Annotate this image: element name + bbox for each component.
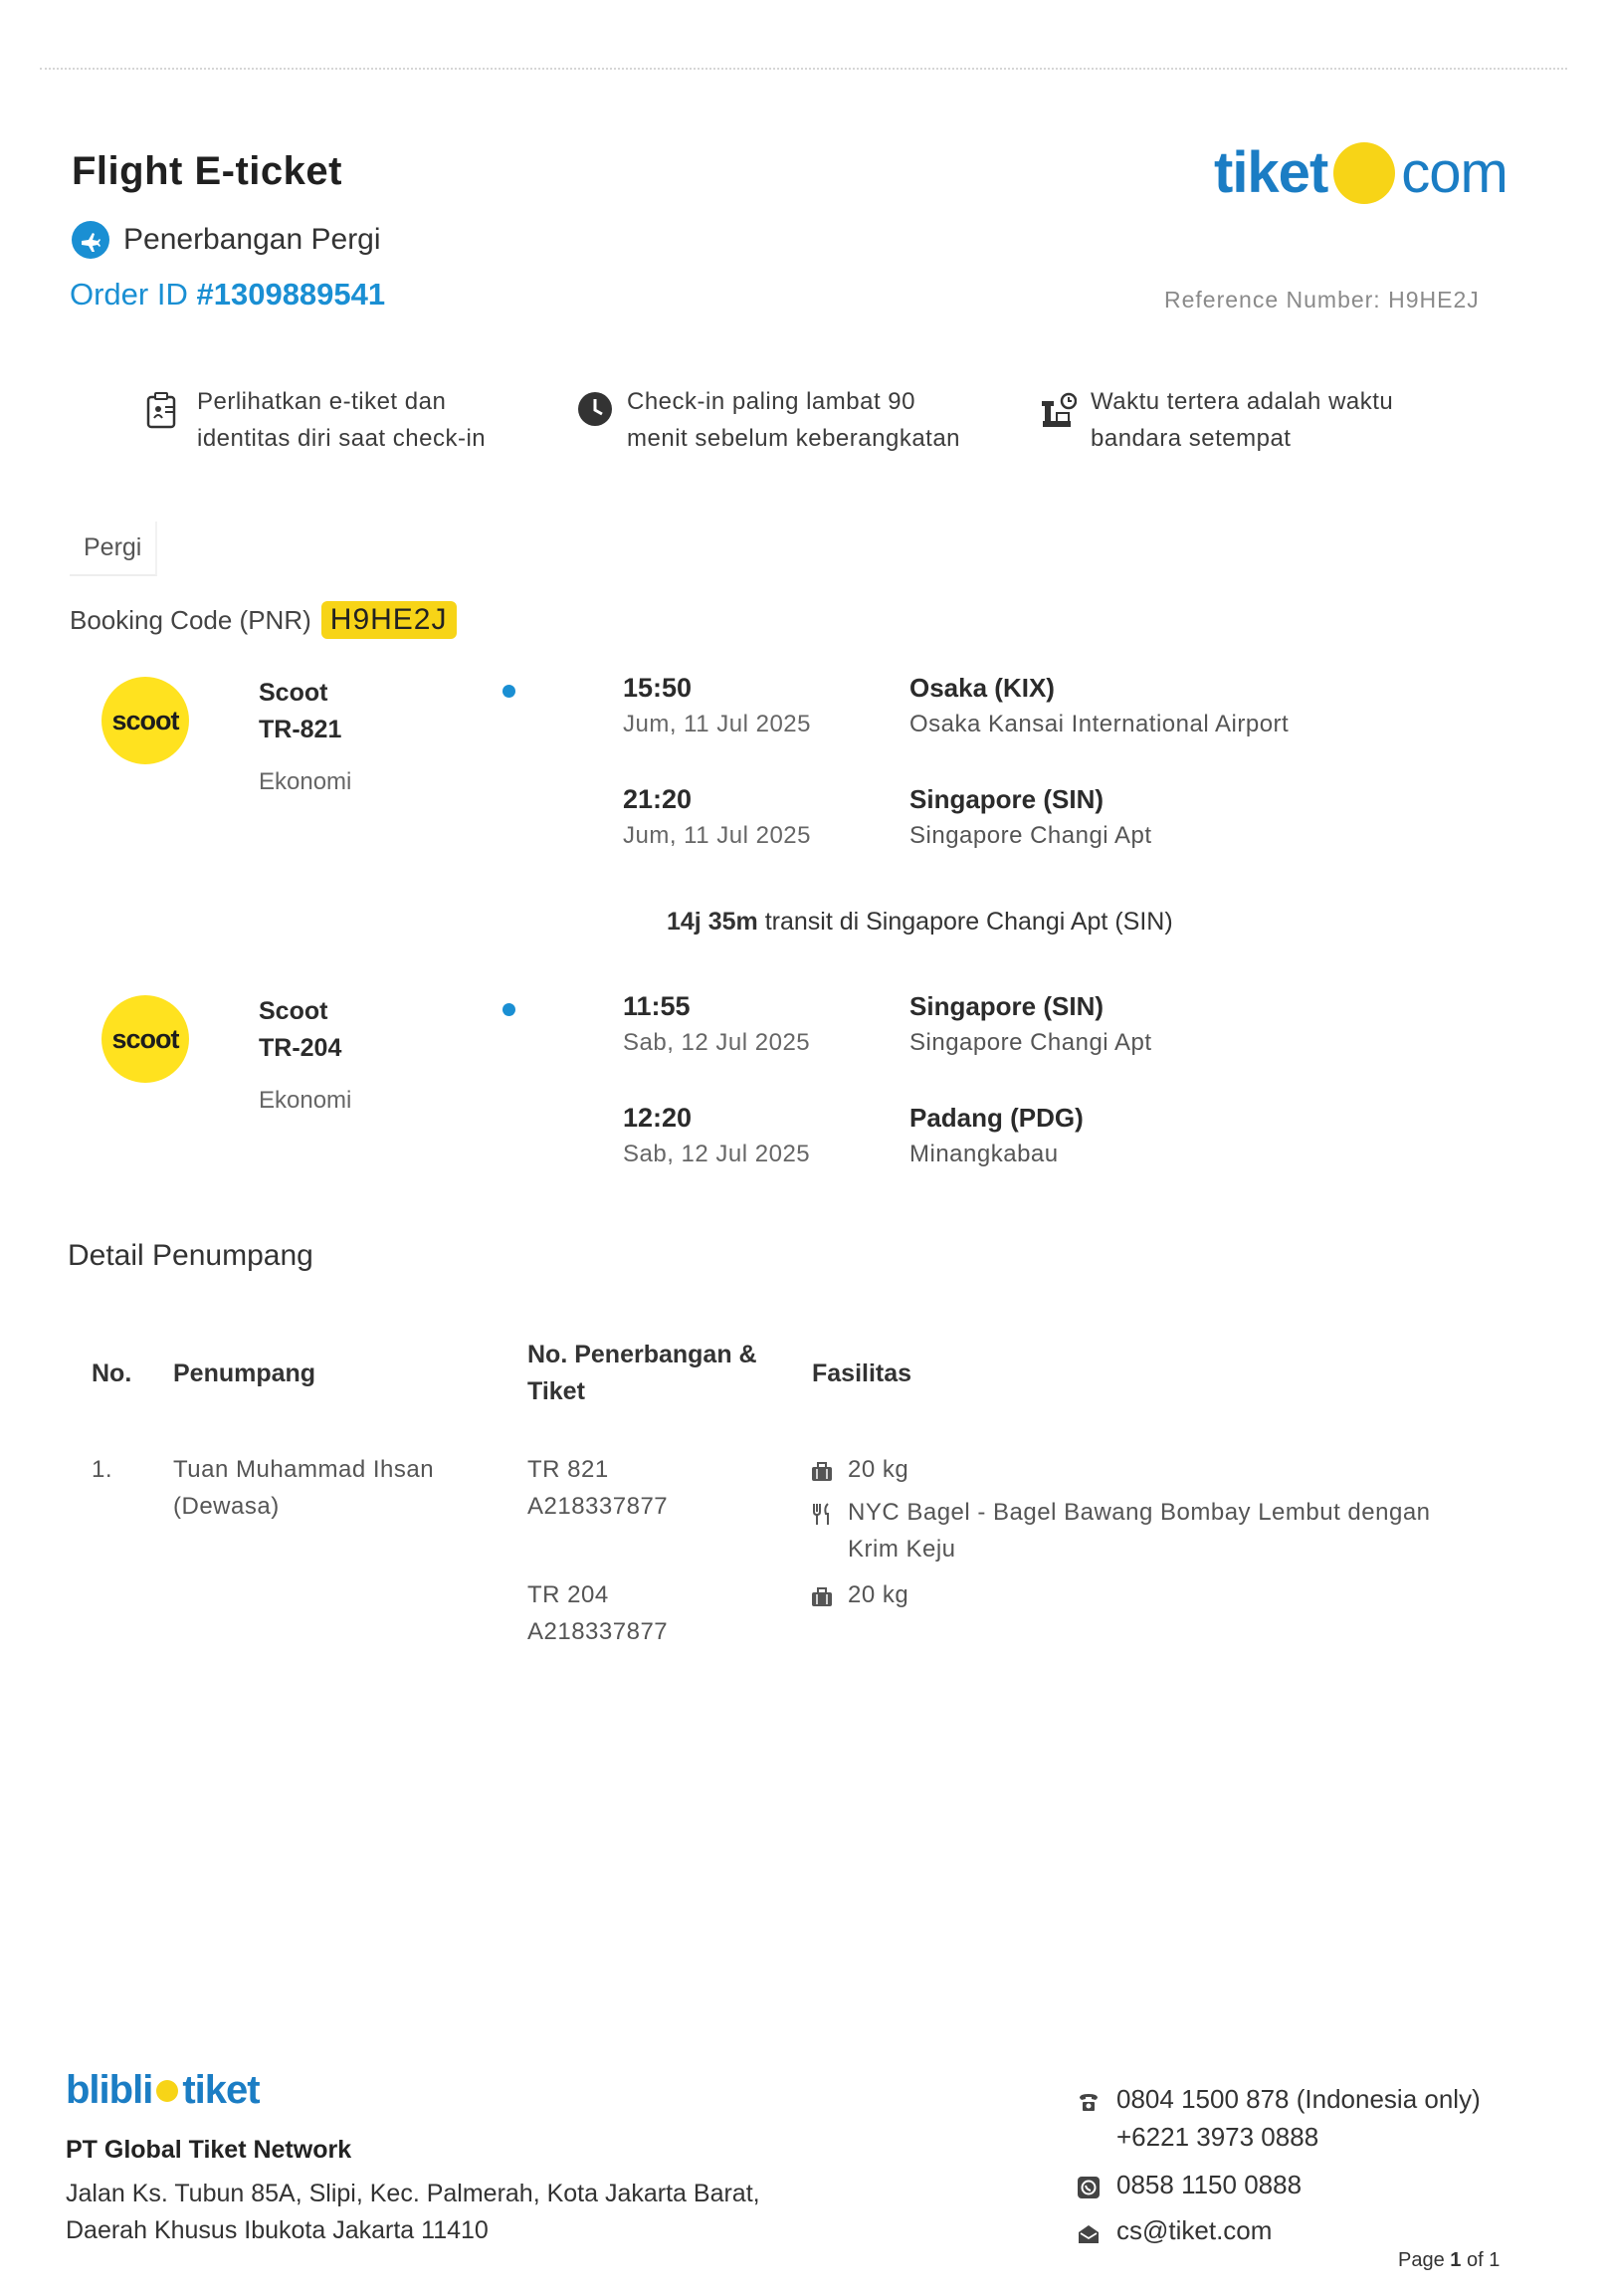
arrival-time: 12:20 [623,1103,693,1133]
whatsapp-number[interactable]: 0858 1150 0888 [1116,2170,1303,2199]
col-header-passenger: Penumpang [173,1359,316,1387]
airport-time-icon [1041,391,1077,442]
order-id: Order ID #1309889541 [70,277,386,312]
departure-airport: Osaka Kansai International Airport [909,711,1290,737]
booking-code-label: Booking Code (PNR) [70,604,311,635]
ticket-number: A218337877 [527,1618,669,1645]
flight-direction-label: Penerbangan Pergi [123,223,381,256]
arrival-city: Padang (PDG) [909,1103,1084,1133]
airline-name: Scoot [259,679,328,707]
arrival-date: Jum, 11 Jul 2025 [623,822,811,849]
flight-ticket-2: TR 204 A218337877 [527,1576,668,1650]
reference-number: Reference Number: H9HE2J [1164,287,1480,313]
departure-city: Singapore (SIN) [909,991,1105,1021]
arrival-airport: Singapore Changi Apt [909,822,1152,849]
order-id-value: #1309889541 [196,277,386,312]
arrival-date: Sab, 12 Jul 2025 [623,1141,811,1167]
email-contact [1077,2211,1272,2255]
whatsapp-icon [1077,2172,1103,2209]
page-title: Flight E-ticket [72,149,342,193]
transit-duration: 14j 35m [667,908,758,936]
logo-dot [1333,142,1395,204]
whatsapp-contact [1077,2166,1302,2209]
departure-airport: Singapore Changi Apt [909,1029,1152,1056]
ticket-number: A218337877 [527,1493,669,1520]
segment-dot [502,685,515,698]
flight-ticket-1: TR 821 A218337877 [527,1451,668,1525]
flight-number: TR-204 [259,1034,342,1062]
company-address: Jalan Ks. Tubun 85A, Slipi, Kec. Palmerah, Kota Jakarta Barat, Daerah Khusus Ibukota Jakarta 11410 [66,2180,760,2244]
facilities-1 [810,1451,1507,1567]
blibli-tiket-logo: blibli tiket [66,2068,260,2112]
clock-icon [577,391,613,438]
info-item-checkin-id: Perlihatkan e-tiket dan identitas diri saat check-in [145,383,486,457]
id-card-icon [145,391,183,442]
passenger-section-title: Detail Penumpang [68,1239,313,1272]
phone-icon [1077,2086,1103,2124]
meal-facility: NYC Bagel - Bagel Bawang Bombay Lembut dengan Krim Keju [810,1494,1507,1567]
airline-name: Scoot [259,997,328,1025]
company-name: PT Global Tiket Network [66,2136,352,2164]
booking-code [70,601,457,639]
arrival-city: Singapore (SIN) [909,784,1105,814]
passenger-number: 1. [92,1456,113,1483]
baggage-facility: 20 kg [810,1451,1507,1494]
flight-number: TR-821 [259,716,342,743]
baggage-icon [810,1457,836,1494]
departure-city: Osaka (KIX) [909,673,1055,703]
baggage-icon [810,1582,836,1619]
phone-number[interactable]: +6221 3973 0888 [1116,2122,1319,2152]
departure-time: 15:50 [623,673,693,703]
cabin-class: Ekonomi [259,768,352,795]
col-header-facilities: Fasilitas [812,1359,912,1387]
booking-code-value: H9HE2J [321,601,457,639]
passenger-type: (Dewasa) [173,1493,280,1520]
page-indicator: Page 1 of 1 [1398,2249,1501,2271]
col-header-flight-ticket: No. Penerbangan & Tiket [527,1341,757,1405]
email-link[interactable]: cs@tiket.com [1116,2215,1273,2245]
email-icon [1077,2217,1103,2255]
info-item-local-time: Waktu tertera adalah waktu bandara setempat [1041,383,1393,457]
plane-icon [72,221,109,259]
departure-time: 11:55 [623,991,691,1021]
tiket-logo: tiket com [1214,140,1507,205]
flight-direction [72,221,381,259]
logo-dot [156,2080,178,2102]
arrival-time: 21:20 [623,784,693,814]
passenger-name: Tuan Muhammad Ihsan (Dewasa) [173,1451,434,1525]
departure-date: Sab, 12 Jul 2025 [623,1029,811,1056]
departure-date: Jum, 11 Jul 2025 [623,711,811,737]
scoot-logo: scoot [101,677,189,764]
phone-number[interactable]: 0804 1500 878 (Indonesia only) [1116,2084,1481,2114]
phone-contact [1077,2080,1481,2156]
arrival-airport: Minangkabau [909,1141,1059,1167]
segment-dot [502,1003,515,1016]
tab-pergi[interactable]: Pergi [70,522,157,576]
col-header-no: No. [92,1359,132,1387]
info-item-checkin-time: Check-in paling lambat 90 menit sebelum keberangkatan [577,383,960,457]
transit-info: 14j 35m transit di Singapore Changi Apt (SIN) [667,908,1173,936]
fork-knife-icon [810,1500,836,1537]
facilities-2 [810,1576,908,1619]
scoot-logo: scoot [101,995,189,1083]
baggage-facility: 20 kg [810,1576,908,1619]
cabin-class: Ekonomi [259,1087,352,1114]
top-divider [40,68,1567,70]
